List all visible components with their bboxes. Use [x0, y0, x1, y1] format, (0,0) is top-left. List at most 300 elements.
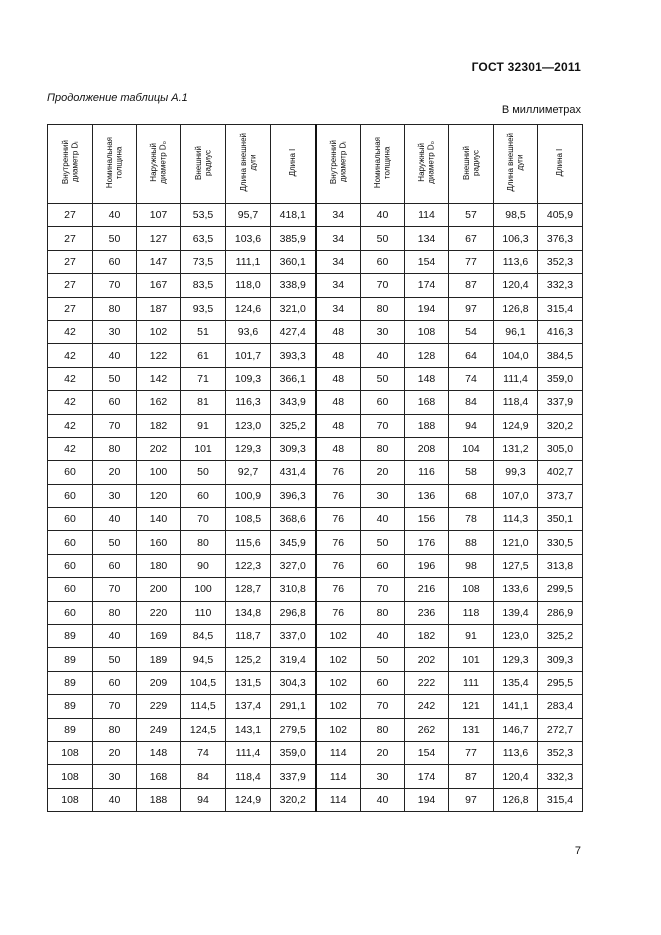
table-row — [48, 788, 583, 811]
table-cell: 50 — [361, 227, 405, 250]
table-cell: 310,8 — [271, 578, 316, 601]
table-cell: 229 — [137, 695, 181, 718]
table-cell: 194 — [405, 788, 449, 811]
table-row — [48, 250, 583, 273]
table-cell: 167 — [137, 274, 181, 297]
table-cell: 76 — [316, 461, 361, 484]
table-cell: 40 — [361, 344, 405, 367]
table-cell: 30 — [93, 484, 137, 507]
table-cell: 129,3 — [226, 437, 271, 460]
table-cell: 327,0 — [271, 554, 316, 577]
table-cell: 418,1 — [271, 204, 316, 227]
table-cell: 94 — [449, 414, 494, 437]
table-cell: 189 — [137, 648, 181, 671]
column-header — [449, 125, 494, 204]
page-number: 7 — [574, 845, 581, 857]
table-cell: 108 — [449, 578, 494, 601]
column-header-label: Длина l — [288, 148, 297, 177]
table-cell: 220 — [137, 601, 181, 624]
table-cell: 133,6 — [494, 578, 538, 601]
table-cell: 188 — [405, 414, 449, 437]
table-cell: 366,1 — [271, 367, 316, 390]
table-cell: 147 — [137, 250, 181, 273]
table-cell: 113,6 — [494, 250, 538, 273]
table-cell: 242 — [405, 695, 449, 718]
table-cell: 108 — [405, 320, 449, 343]
column-header — [137, 125, 181, 204]
table-cell: 156 — [405, 508, 449, 531]
column-header-label: Наружный диаметр D₀ — [149, 141, 168, 184]
table-cell: 84,5 — [181, 625, 226, 648]
table-cell: 104,5 — [181, 671, 226, 694]
table-cell: 118,0 — [226, 274, 271, 297]
table-cell: 140 — [137, 508, 181, 531]
table-cell: 34 — [316, 250, 361, 273]
table-cell: 74 — [449, 367, 494, 390]
table-cell: 70 — [361, 695, 405, 718]
table-cell: 70 — [93, 414, 137, 437]
table-row — [48, 437, 583, 460]
column-header — [271, 125, 316, 204]
table-cell: 124,9 — [494, 414, 538, 437]
table-cell: 91 — [449, 625, 494, 648]
table-cell: 54 — [449, 320, 494, 343]
table-row — [48, 648, 583, 671]
table-cell: 60 — [181, 484, 226, 507]
table-cell: 154 — [405, 741, 449, 764]
table-cell: 202 — [137, 437, 181, 460]
table-cell: 60 — [361, 391, 405, 414]
table-cell: 48 — [316, 367, 361, 390]
table-cell: 160 — [137, 531, 181, 554]
table-cell: 30 — [93, 765, 137, 788]
table-cell: 188 — [137, 788, 181, 811]
table-row — [48, 484, 583, 507]
table-cell: 50 — [93, 648, 137, 671]
table-cell: 393,3 — [271, 344, 316, 367]
table-cell: 127,5 — [494, 554, 538, 577]
table-cell: 84 — [181, 765, 226, 788]
table-cell: 139,4 — [494, 601, 538, 624]
table-cell: 67 — [449, 227, 494, 250]
table-cell: 40 — [361, 204, 405, 227]
table-cell: 114 — [405, 204, 449, 227]
table-row — [48, 204, 583, 227]
table-cell: 148 — [405, 367, 449, 390]
table-cell: 50 — [181, 461, 226, 484]
table-cell: 337,0 — [271, 625, 316, 648]
table-row — [48, 695, 583, 718]
table-cell: 98,5 — [494, 204, 538, 227]
table-cell: 60 — [93, 250, 137, 273]
dimensions-table — [47, 124, 583, 812]
table-cell: 115,6 — [226, 531, 271, 554]
table-cell: 299,5 — [538, 578, 583, 601]
table-cell: 337,9 — [271, 765, 316, 788]
table-cell: 48 — [316, 391, 361, 414]
table-cell: 60 — [361, 671, 405, 694]
table-cell: 76 — [316, 554, 361, 577]
column-header — [361, 125, 405, 204]
column-header — [226, 125, 271, 204]
table-cell: 84 — [449, 391, 494, 414]
table-cell: 68 — [449, 484, 494, 507]
table-cell: 352,3 — [538, 741, 583, 764]
table-cell: 359,0 — [271, 741, 316, 764]
table-cell: 304,3 — [271, 671, 316, 694]
table-cell: 320,2 — [271, 788, 316, 811]
table-cell: 332,3 — [538, 765, 583, 788]
document-code: ГОСТ 32301—2011 — [471, 60, 581, 74]
table-cell: 53,5 — [181, 204, 226, 227]
table-cell: 121,0 — [494, 531, 538, 554]
table-cell: 20 — [93, 461, 137, 484]
table-cell: 50 — [361, 367, 405, 390]
table-row — [48, 297, 583, 320]
table-cell: 262 — [405, 718, 449, 741]
table-cell: 50 — [93, 227, 137, 250]
table-cell: 50 — [93, 531, 137, 554]
table-row — [48, 531, 583, 554]
table-cell: 108 — [48, 741, 93, 764]
column-header-label: Длина внешней дуги — [238, 133, 257, 192]
table-cell: 320,2 — [538, 414, 583, 437]
table-cell: 70 — [93, 578, 137, 601]
table-cell: 131 — [449, 718, 494, 741]
column-header — [494, 125, 538, 204]
table-cell: 76 — [316, 484, 361, 507]
table-cell: 114 — [316, 765, 361, 788]
table-row — [48, 227, 583, 250]
table-cell: 174 — [405, 765, 449, 788]
table-cell: 174 — [405, 274, 449, 297]
table-cell: 127 — [137, 227, 181, 250]
table-cell: 396,3 — [271, 484, 316, 507]
table-cell: 50 — [361, 648, 405, 671]
table-cell: 108 — [48, 788, 93, 811]
table-cell: 182 — [405, 625, 449, 648]
table-cell: 34 — [316, 204, 361, 227]
table-cell: 216 — [405, 578, 449, 601]
table-cell: 27 — [48, 227, 93, 250]
table-cell: 128 — [405, 344, 449, 367]
table-cell: 102 — [316, 718, 361, 741]
table-cell: 60 — [93, 391, 137, 414]
table-cell: 208 — [405, 437, 449, 460]
table-cell: 48 — [316, 344, 361, 367]
table-cell: 42 — [48, 437, 93, 460]
table-cell: 118,4 — [226, 765, 271, 788]
table-cell: 168 — [137, 765, 181, 788]
table-cell: 286,9 — [538, 601, 583, 624]
table-cell: 305,0 — [538, 437, 583, 460]
table-cell: 102 — [316, 671, 361, 694]
column-header — [93, 125, 137, 204]
table-cell: 27 — [48, 297, 93, 320]
table-cell: 95,7 — [226, 204, 271, 227]
table-cell: 93,6 — [226, 320, 271, 343]
table-cell: 109,3 — [226, 367, 271, 390]
table-cell: 309,3 — [538, 648, 583, 671]
table-row — [48, 508, 583, 531]
table-cell: 80 — [93, 437, 137, 460]
units-note: В миллиметрах — [501, 104, 581, 116]
table-row — [48, 625, 583, 648]
table-cell: 194 — [405, 297, 449, 320]
table-cell: 89 — [48, 625, 93, 648]
table-cell: 209 — [137, 671, 181, 694]
table-cell: 111,4 — [226, 741, 271, 764]
table-cell: 124,9 — [226, 788, 271, 811]
table-cell: 101 — [449, 648, 494, 671]
table-cell: 100,9 — [226, 484, 271, 507]
table-cell: 51 — [181, 320, 226, 343]
table-cell: 48 — [316, 414, 361, 437]
table-cell: 134,8 — [226, 601, 271, 624]
table-cell: 80 — [361, 601, 405, 624]
table-cell: 80 — [93, 297, 137, 320]
table-cell: 103,6 — [226, 227, 271, 250]
table-cell: 107 — [137, 204, 181, 227]
table-cell: 40 — [361, 508, 405, 531]
table-cell: 137,4 — [226, 695, 271, 718]
table-cell: 27 — [48, 274, 93, 297]
table-cell: 93,5 — [181, 297, 226, 320]
table-cell: 30 — [93, 320, 137, 343]
table-cell: 350,1 — [538, 508, 583, 531]
table-cell: 60 — [93, 671, 137, 694]
table-cell: 63,5 — [181, 227, 226, 250]
table-cell: 76 — [316, 601, 361, 624]
column-header — [48, 125, 93, 204]
table-cell: 99,3 — [494, 461, 538, 484]
table-cell: 368,6 — [271, 508, 316, 531]
table-cell: 249 — [137, 718, 181, 741]
table-row — [48, 367, 583, 390]
table-cell: 295,5 — [538, 671, 583, 694]
table-cell: 101,7 — [226, 344, 271, 367]
table-cell: 325,2 — [538, 625, 583, 648]
table-cell: 200 — [137, 578, 181, 601]
table-cell: 40 — [361, 625, 405, 648]
table-cell: 116,3 — [226, 391, 271, 414]
table-cell: 60 — [48, 484, 93, 507]
table-cell: 319,4 — [271, 648, 316, 671]
table-cell: 40 — [93, 344, 137, 367]
table-cell: 60 — [48, 531, 93, 554]
table-cell: 89 — [48, 648, 93, 671]
table-cell: 196 — [405, 554, 449, 577]
table-cell: 42 — [48, 414, 93, 437]
table-cell: 77 — [449, 250, 494, 273]
table-cell: 96,1 — [494, 320, 538, 343]
table-cell: 416,3 — [538, 320, 583, 343]
table-cell: 100 — [181, 578, 226, 601]
table-cell: 60 — [93, 554, 137, 577]
table-cell: 110 — [181, 601, 226, 624]
table-cell: 384,5 — [538, 344, 583, 367]
table-cell: 142 — [137, 367, 181, 390]
table-cell: 325,2 — [271, 414, 316, 437]
table-cell: 60 — [361, 554, 405, 577]
table-cell: 102 — [316, 648, 361, 671]
table-cell: 34 — [316, 274, 361, 297]
table-cell: 126,8 — [494, 788, 538, 811]
table-cell: 40 — [93, 508, 137, 531]
table-cell: 98 — [449, 554, 494, 577]
table-cell: 124,5 — [181, 718, 226, 741]
column-header-label: Длина l — [555, 148, 565, 177]
table-cell: 76 — [316, 531, 361, 554]
table-header-row — [48, 125, 583, 204]
table-cell: 122,3 — [226, 554, 271, 577]
table-cell: 315,4 — [538, 788, 583, 811]
table-cell: 57 — [449, 204, 494, 227]
table-cell: 120,4 — [494, 274, 538, 297]
table-cell: 88 — [449, 531, 494, 554]
table-cell: 180 — [137, 554, 181, 577]
column-header-label: Номинальная толщина — [373, 136, 392, 189]
table-cell: 114 — [316, 788, 361, 811]
table-cell: 70 — [361, 274, 405, 297]
table-cell: 80 — [93, 718, 137, 741]
table-cell: 168 — [405, 391, 449, 414]
table-cell: 102 — [316, 695, 361, 718]
table-cell: 118,4 — [494, 391, 538, 414]
table-cell: 135,4 — [494, 671, 538, 694]
table-cell: 343,9 — [271, 391, 316, 414]
table-cell: 40 — [93, 788, 137, 811]
table-cell: 60 — [48, 461, 93, 484]
table-cell: 330,5 — [538, 531, 583, 554]
table-cell: 74 — [181, 741, 226, 764]
column-header-label: Наружный диаметр D₀ — [417, 141, 436, 184]
table-cell: 431,4 — [271, 461, 316, 484]
table-cell: 27 — [48, 250, 93, 273]
table-cell: 76 — [316, 508, 361, 531]
table-cell: 70 — [93, 274, 137, 297]
table-cell: 104 — [449, 437, 494, 460]
table-cell: 94,5 — [181, 648, 226, 671]
table-cell: 20 — [93, 741, 137, 764]
table-body — [48, 204, 583, 812]
column-header-label: Номинальная толщина — [105, 136, 124, 189]
table-cell: 136 — [405, 484, 449, 507]
table-cell: 222 — [405, 671, 449, 694]
table-cell: 123,0 — [226, 414, 271, 437]
table-cell: 352,3 — [538, 250, 583, 273]
table-cell: 80 — [361, 297, 405, 320]
table-row — [48, 601, 583, 624]
table-cell: 48 — [316, 320, 361, 343]
table-cell: 101 — [181, 437, 226, 460]
table-cell: 91 — [181, 414, 226, 437]
table-cell: 60 — [361, 250, 405, 273]
table-cell: 70 — [361, 578, 405, 601]
table-cell: 141,1 — [494, 695, 538, 718]
table-cell: 126,8 — [494, 297, 538, 320]
column-header-label: Внутренний диаметр Dᵢ — [328, 140, 348, 185]
table-cell: 106,3 — [494, 227, 538, 250]
table-cell: 296,8 — [271, 601, 316, 624]
table-row — [48, 320, 583, 343]
table-cell: 125,2 — [226, 648, 271, 671]
table-cell: 87 — [449, 274, 494, 297]
table-cell: 111 — [449, 671, 494, 694]
column-header — [405, 125, 449, 204]
table-cell: 89 — [48, 718, 93, 741]
table-cell: 50 — [361, 531, 405, 554]
table-cell: 30 — [361, 484, 405, 507]
table-cell: 20 — [361, 741, 405, 764]
table-cell: 402,7 — [538, 461, 583, 484]
table-cell: 61 — [181, 344, 226, 367]
table-cell: 40 — [361, 788, 405, 811]
table-cell: 113,6 — [494, 741, 538, 764]
table-row — [48, 344, 583, 367]
table-cell: 42 — [48, 344, 93, 367]
table-cell: 131,5 — [226, 671, 271, 694]
table-cell: 42 — [48, 367, 93, 390]
table-cell: 27 — [48, 204, 93, 227]
table-cell: 236 — [405, 601, 449, 624]
table-cell: 108,5 — [226, 508, 271, 531]
column-header-label: Длина внешней дуги — [506, 133, 525, 192]
table-cell: 373,7 — [538, 484, 583, 507]
table-cell: 272,7 — [538, 718, 583, 741]
table-cell: 162 — [137, 391, 181, 414]
table-cell: 34 — [316, 297, 361, 320]
table-cell: 129,3 — [494, 648, 538, 671]
table-cell: 405,9 — [538, 204, 583, 227]
table-cell: 89 — [48, 671, 93, 694]
table-cell: 338,9 — [271, 274, 316, 297]
table-cell: 64 — [449, 344, 494, 367]
table-cell: 114,5 — [181, 695, 226, 718]
table-cell: 20 — [361, 461, 405, 484]
table-cell: 50 — [93, 367, 137, 390]
table-cell: 73,5 — [181, 250, 226, 273]
table-cell: 360,1 — [271, 250, 316, 273]
table-cell: 70 — [361, 414, 405, 437]
table-cell: 42 — [48, 320, 93, 343]
table-row — [48, 391, 583, 414]
table-row — [48, 554, 583, 577]
table-cell: 76 — [316, 578, 361, 601]
table-cell: 87 — [449, 765, 494, 788]
table-cell: 107,0 — [494, 484, 538, 507]
table-cell: 97 — [449, 788, 494, 811]
table-cell: 80 — [361, 437, 405, 460]
table-cell: 182 — [137, 414, 181, 437]
column-header-label: Внутренний диаметр Dᵢ — [60, 140, 79, 185]
column-header — [181, 125, 226, 204]
table-cell: 92,7 — [226, 461, 271, 484]
table-cell: 154 — [405, 250, 449, 273]
table-cell: 40 — [93, 204, 137, 227]
column-header — [316, 125, 361, 204]
column-header-label: Внешний радиус — [193, 145, 212, 180]
table-cell: 120 — [137, 484, 181, 507]
table-row — [48, 671, 583, 694]
table-cell: 321,0 — [271, 297, 316, 320]
table-row — [48, 765, 583, 788]
table-cell: 71 — [181, 367, 226, 390]
table-cell: 114,3 — [494, 508, 538, 531]
table-cell: 118,7 — [226, 625, 271, 648]
table-cell: 332,3 — [538, 274, 583, 297]
table-cell: 97 — [449, 297, 494, 320]
